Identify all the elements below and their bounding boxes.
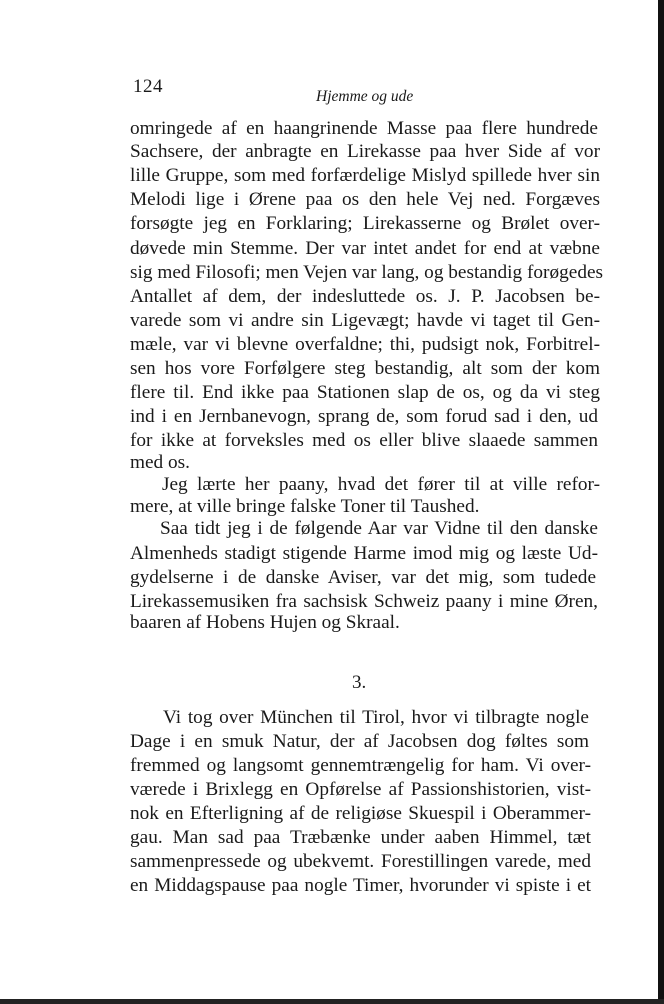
page-number: 124 bbox=[133, 76, 163, 97]
text-line: baaren af Hobens Hujen og Skraal. bbox=[130, 612, 400, 633]
text-line: mere, at ville bringe falske Toner til Taushed. bbox=[130, 496, 480, 517]
text-line: lille Gruppe, som med forfærdelige Mislyd spillede hver sin bbox=[130, 165, 600, 186]
text-line: fremmed og langsomt gennemtrængelig for ham. Vi over- bbox=[130, 755, 591, 776]
text-line: varede som vi andre sin Ligevægt; havde vi taget til Gen- bbox=[130, 310, 600, 331]
text-line: ind i en Jernbanevogn, sprang de, som forud sad i den, ud bbox=[130, 406, 598, 427]
text-line: Melodi lige i Ørene paa os den hele Vej ned. Forgæves bbox=[130, 189, 600, 210]
text-line: gau. Man sad paa Træbænke under aaben Himmel, tæt bbox=[130, 827, 591, 848]
text-line: sen hos vore Forfølgere steg bestandig, alt som der kom bbox=[130, 358, 600, 379]
text-line: for ikke at forveksles med os eller blive slaaede sammen bbox=[130, 430, 598, 451]
text-line: en Middagspause paa nogle Timer, hvorunder vi spiste i et bbox=[130, 875, 591, 896]
text-line: gydelserne i de danske Aviser, var det mig, som tudede bbox=[130, 567, 596, 588]
text-line: forsøgte jeg en Forklaring; Lirekasserne og Brølet over- bbox=[130, 213, 600, 234]
text-line: Lirekassemusiken fra sachsisk Schweiz paany i mine Øren, bbox=[130, 591, 598, 612]
text-line: Sachsere, der anbragte en Lirekasse paa hver Side af vor bbox=[130, 141, 600, 162]
section-number: 3. bbox=[352, 672, 367, 693]
text-line: omringede af en haangrinende Masse paa flere hundrede bbox=[130, 118, 598, 139]
text-line: med os. bbox=[130, 452, 190, 473]
text-line: sig med Filosofi; men Vejen var lang, og bestandig forøgedes bbox=[130, 262, 604, 283]
text-line: Almenheds stadigt stigende Harme imod mig og læste Ud- bbox=[130, 543, 598, 564]
text-line: nok en Efterligning af de religiøse Skuespil i Oberammer- bbox=[130, 803, 591, 824]
text-line: sammenpressede og ubekvemt. Forestillingen varede, med bbox=[130, 851, 591, 872]
page-edge-right bbox=[658, 0, 664, 1004]
text-line: Antallet af dem, der indesluttede os. J. P. Jacobsen be- bbox=[130, 286, 600, 307]
text-line: mæle, var vi blevne overfaldne; thi, pudsigt nok, Forbitrel- bbox=[130, 334, 600, 355]
text-line: Vi tog over München til Tirol, hvor vi tilbragte nogle bbox=[163, 707, 589, 728]
text-line: Jeg lærte her paany, hvad det fører til at ville refor- bbox=[162, 474, 600, 495]
page-edge-bottom bbox=[0, 999, 664, 1004]
running-title: Hjemme og ude bbox=[316, 88, 414, 105]
text-line: værede i Brixlegg en Opførelse af Passionshistorien, vist- bbox=[130, 779, 591, 800]
text-line: Saa tidt jeg i de følgende Aar var Vidne til den danske bbox=[160, 518, 598, 539]
text-line: flere til. End ikke paa Stationen slap de os, og da vi steg bbox=[130, 382, 600, 403]
text-line: Dage i en smuk Natur, der af Jacobsen dog føltes som bbox=[130, 731, 589, 752]
text-line: døvede min Stemme. Der var intet andet for end at væbne bbox=[130, 238, 600, 259]
